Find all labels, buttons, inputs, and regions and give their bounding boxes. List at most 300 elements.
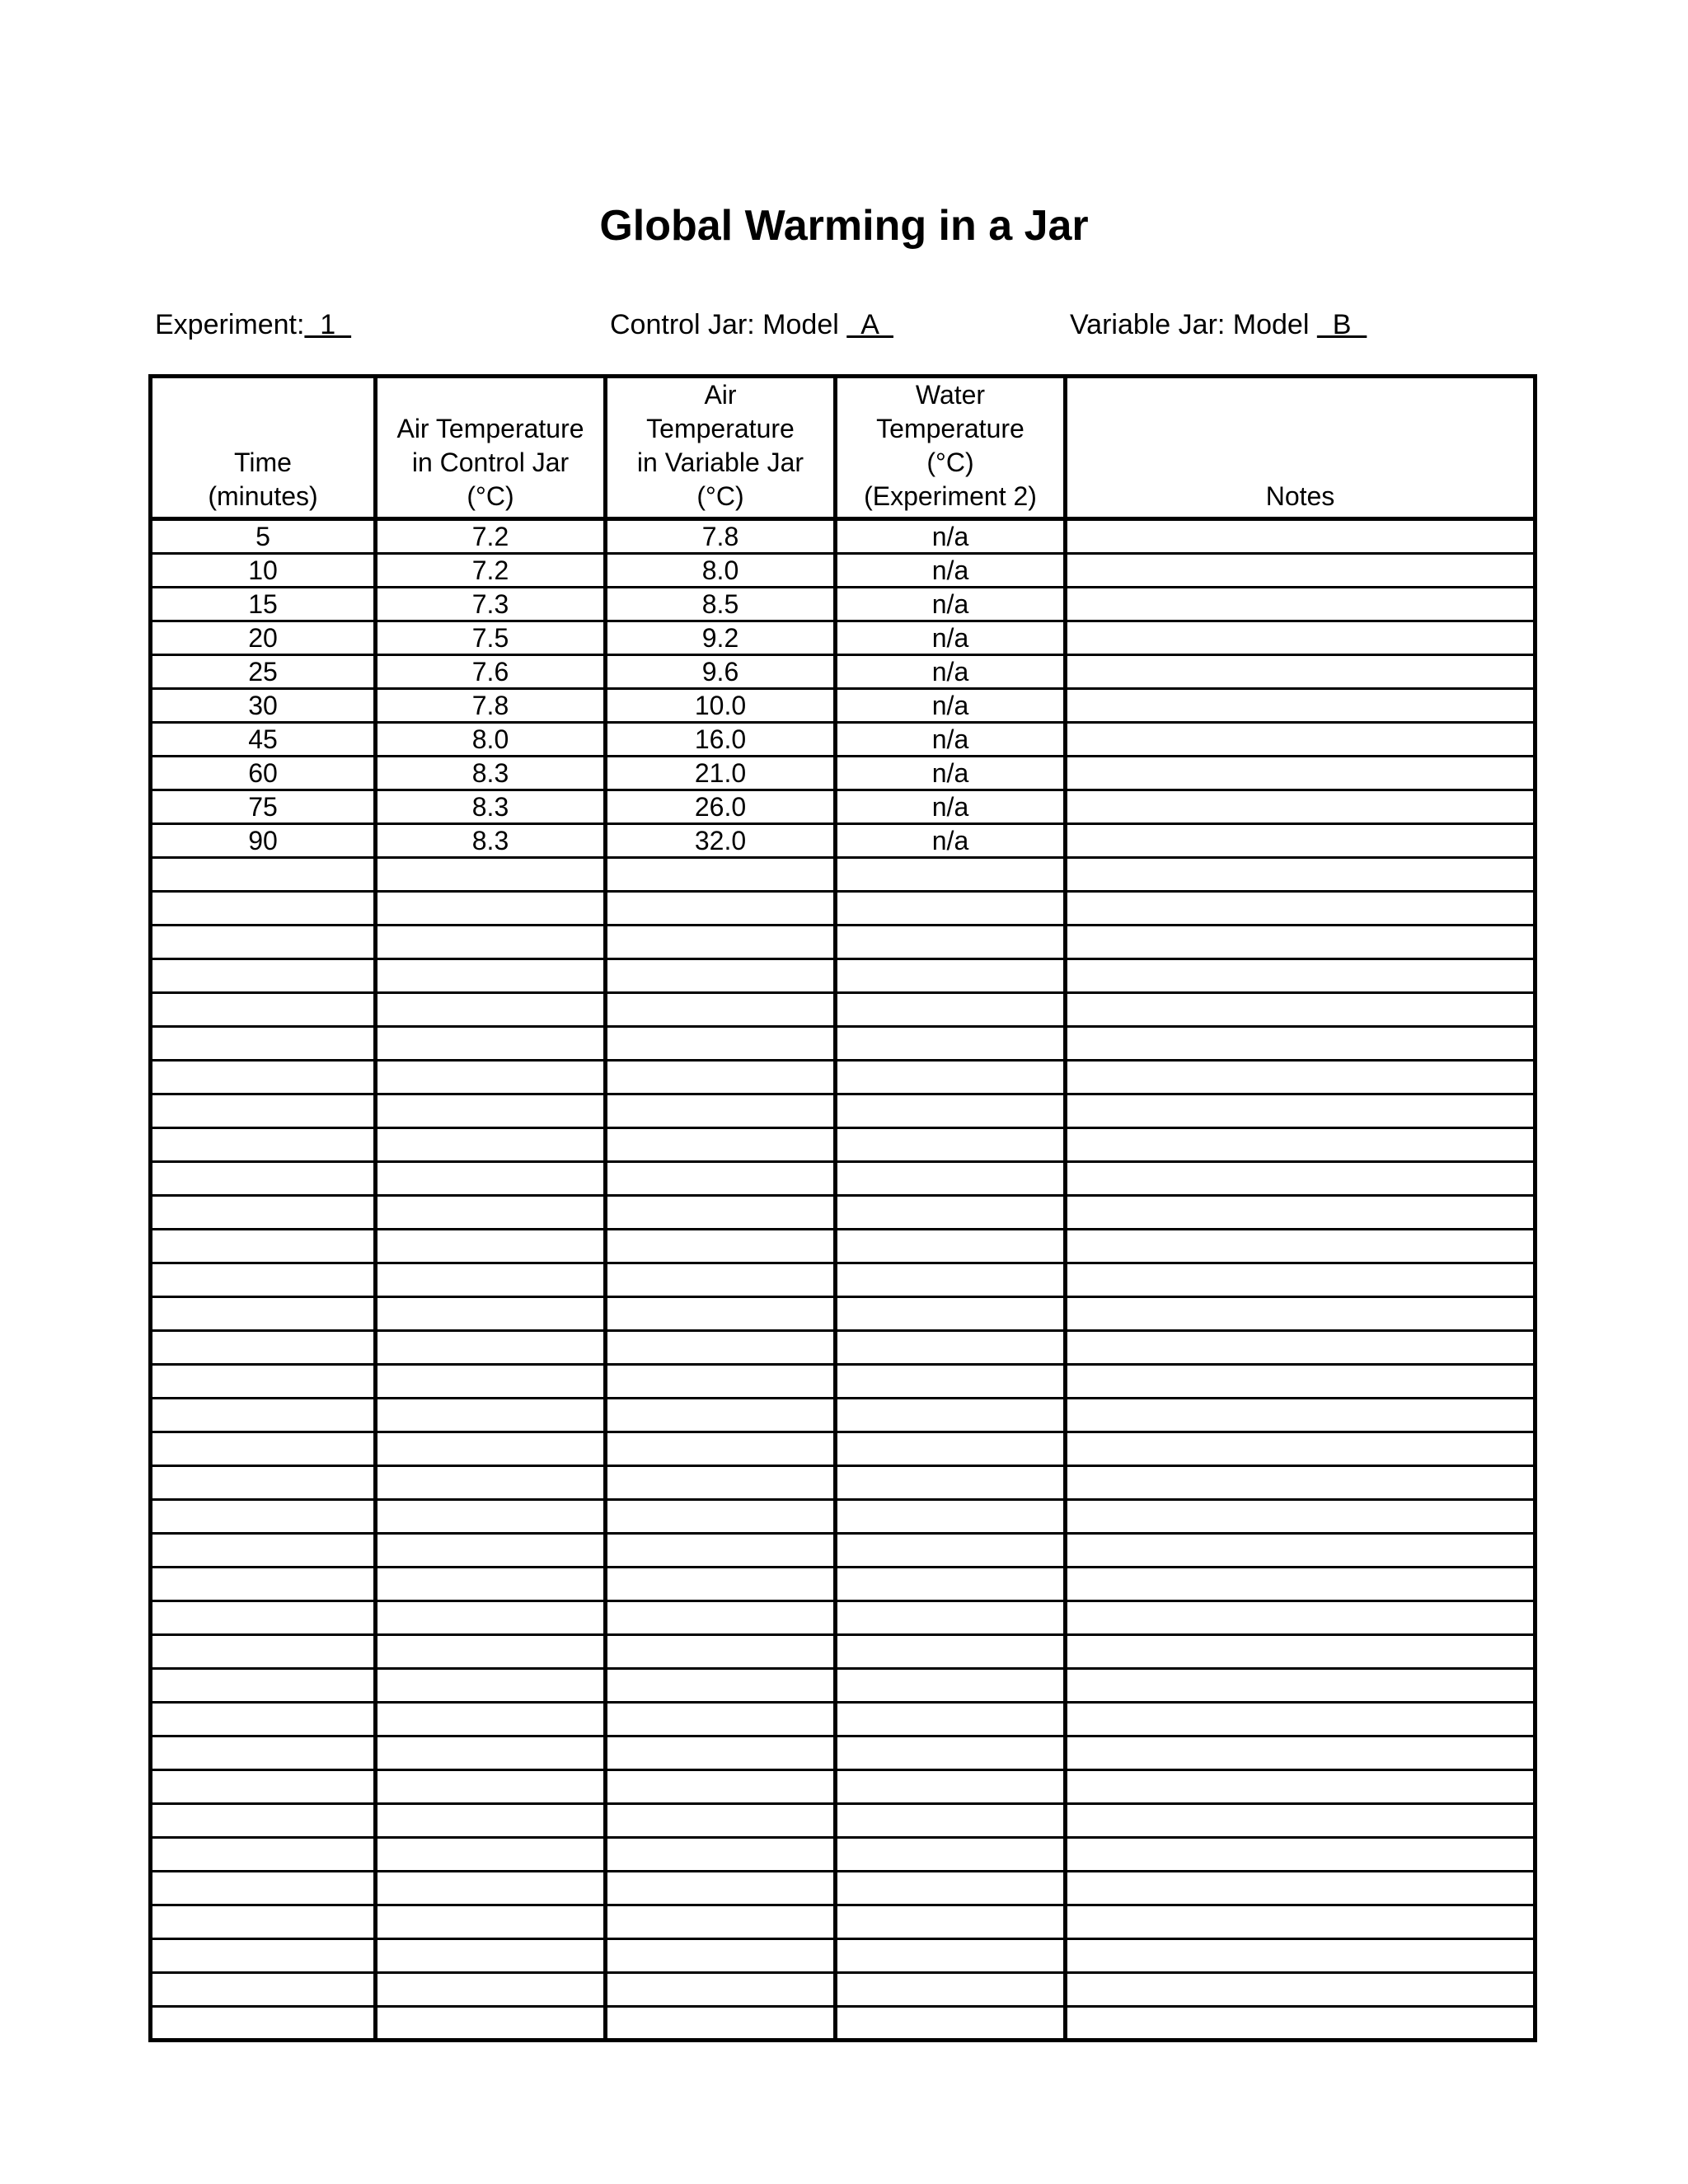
cell-air-temp-variable[interactable]: [606, 1297, 836, 1331]
cell-air-temp-control[interactable]: [376, 1128, 606, 1162]
cell-air-temp-control[interactable]: [376, 1297, 606, 1331]
cell-air-temp-variable[interactable]: 8.5: [606, 588, 836, 621]
header-line: Air Temperature: [396, 414, 584, 443]
cell-air-temp-variable[interactable]: [606, 1365, 836, 1399]
header-line: Temperature: [646, 414, 795, 443]
header-line: (°C): [467, 481, 514, 511]
cell-air-temp-control[interactable]: 7.2: [376, 554, 606, 588]
table-row: [151, 1905, 1536, 1939]
cell-time[interactable]: [151, 1635, 376, 1669]
cell-notes[interactable]: [1066, 519, 1536, 554]
cell-air-temp-control[interactable]: [376, 1399, 606, 1432]
cell-time[interactable]: [151, 1230, 376, 1263]
cell-air-temp-control[interactable]: 7.5: [376, 621, 606, 655]
cell-air-temp-control[interactable]: 7.8: [376, 689, 606, 723]
experiment-value[interactable]: 1: [304, 309, 352, 340]
cell-time[interactable]: [151, 1331, 376, 1365]
cell-water-temp[interactable]: n/a: [836, 723, 1066, 757]
cell-notes[interactable]: [1066, 1365, 1536, 1399]
cell-water-temp[interactable]: n/a: [836, 655, 1066, 689]
cell-notes[interactable]: [1066, 621, 1536, 655]
cell-air-temp-variable[interactable]: [606, 1162, 836, 1196]
table-row: [151, 1601, 1536, 1635]
cell-water-temp[interactable]: [836, 1973, 1066, 2007]
cell-air-temp-variable[interactable]: [606, 1872, 836, 1905]
header-time: [151, 377, 376, 519]
cell-notes[interactable]: [1066, 1230, 1536, 1263]
header-line: (minutes): [208, 481, 318, 511]
table-row: [151, 757, 1536, 790]
cell-air-temp-variable[interactable]: [606, 1196, 836, 1230]
cell-water-temp[interactable]: [836, 1196, 1066, 1230]
cell-notes[interactable]: [1066, 1534, 1536, 1568]
table-row: [151, 892, 1536, 926]
cell-notes[interactable]: [1066, 1939, 1536, 1973]
table-row: [151, 858, 1536, 892]
header-water-temp: [836, 377, 1066, 519]
cell-notes[interactable]: [1066, 655, 1536, 689]
cell-water-temp[interactable]: [836, 1568, 1066, 1601]
cell-air-temp-variable[interactable]: [606, 1534, 836, 1568]
cell-water-temp[interactable]: [836, 993, 1066, 1027]
cell-air-temp-variable[interactable]: [606, 1263, 836, 1297]
cell-time[interactable]: [151, 1872, 376, 1905]
cell-notes[interactable]: [1066, 1399, 1536, 1432]
cell-air-temp-control[interactable]: 8.3: [376, 824, 606, 858]
cell-air-temp-variable[interactable]: [606, 1230, 836, 1263]
table-row: [151, 1094, 1536, 1128]
cell-air-temp-control[interactable]: 7.2: [376, 519, 606, 554]
cell-water-temp[interactable]: [836, 1669, 1066, 1703]
cell-water-temp[interactable]: n/a: [836, 588, 1066, 621]
header-line: in Control Jar: [411, 448, 570, 477]
cell-time[interactable]: [151, 892, 376, 926]
table-row: [151, 824, 1536, 858]
cell-water-temp[interactable]: [836, 1736, 1066, 1770]
cell-air-temp-variable[interactable]: 9.2: [606, 621, 836, 655]
cell-air-temp-variable[interactable]: 7.8: [606, 519, 836, 554]
cell-time[interactable]: 90: [151, 824, 376, 858]
cell-air-temp-control[interactable]: 7.3: [376, 588, 606, 621]
cell-air-temp-control[interactable]: [376, 1838, 606, 1872]
cell-air-temp-variable[interactable]: [606, 1432, 836, 1466]
cell-air-temp-control[interactable]: [376, 1263, 606, 1297]
cell-time[interactable]: [151, 1601, 376, 1635]
cell-air-temp-control[interactable]: 8.3: [376, 790, 606, 824]
table-row: [151, 1872, 1536, 1905]
table-row: [151, 554, 1536, 588]
cell-air-temp-control[interactable]: [376, 1061, 606, 1094]
cell-time[interactable]: [151, 1500, 376, 1534]
header-air-temp-variable: [606, 377, 836, 519]
cell-time[interactable]: [151, 1804, 376, 1838]
cell-notes[interactable]: [1066, 1703, 1536, 1736]
table-row: [151, 1568, 1536, 1601]
header-line: (°C): [926, 448, 974, 477]
cell-air-temp-variable[interactable]: [606, 1905, 836, 1939]
cell-water-temp[interactable]: [836, 1432, 1066, 1466]
cell-air-temp-variable[interactable]: [606, 1128, 836, 1162]
cell-notes[interactable]: [1066, 1466, 1536, 1500]
table-row: [151, 926, 1536, 959]
cell-time[interactable]: 25: [151, 655, 376, 689]
cell-water-temp[interactable]: n/a: [836, 689, 1066, 723]
cell-time[interactable]: [151, 1027, 376, 1061]
cell-notes[interactable]: [1066, 689, 1536, 723]
cell-notes[interactable]: [1066, 790, 1536, 824]
cell-time[interactable]: [151, 1432, 376, 1466]
table-body: [151, 519, 1536, 2041]
cell-air-temp-variable[interactable]: [606, 1736, 836, 1770]
cell-notes[interactable]: [1066, 892, 1536, 926]
cell-time[interactable]: [151, 858, 376, 892]
cell-air-temp-control[interactable]: [376, 1905, 606, 1939]
cell-air-temp-control[interactable]: 8.3: [376, 757, 606, 790]
cell-notes[interactable]: [1066, 1973, 1536, 2007]
experiment-field: [155, 305, 351, 344]
table-row: [151, 1804, 1536, 1838]
cell-time[interactable]: [151, 959, 376, 993]
table-row: [151, 1365, 1536, 1399]
table-row: [151, 1263, 1536, 1297]
header-line: Air: [704, 380, 737, 410]
cell-air-temp-control[interactable]: [376, 1500, 606, 1534]
cell-water-temp[interactable]: [836, 1331, 1066, 1365]
header-line: Water: [915, 380, 986, 410]
cell-air-temp-control[interactable]: [376, 2007, 606, 2041]
cell-air-temp-control[interactable]: [376, 1703, 606, 1736]
cell-notes[interactable]: [1066, 1804, 1536, 1838]
cell-water-temp[interactable]: [836, 1534, 1066, 1568]
cell-time[interactable]: [151, 1128, 376, 1162]
cell-air-temp-variable[interactable]: [606, 1331, 836, 1365]
cell-air-temp-control[interactable]: [376, 1601, 606, 1635]
cell-air-temp-control[interactable]: 7.6: [376, 655, 606, 689]
cell-water-temp[interactable]: [836, 1094, 1066, 1128]
cell-water-temp[interactable]: n/a: [836, 790, 1066, 824]
cell-time[interactable]: [151, 1534, 376, 1568]
cell-air-temp-control[interactable]: [376, 1230, 606, 1263]
cell-water-temp[interactable]: [836, 1601, 1066, 1635]
cell-air-temp-control[interactable]: [376, 1331, 606, 1365]
cell-air-temp-variable[interactable]: [606, 1973, 836, 2007]
cell-water-temp[interactable]: n/a: [836, 621, 1066, 655]
cell-time[interactable]: [151, 1838, 376, 1872]
cell-notes[interactable]: [1066, 1736, 1536, 1770]
table-row: [151, 1838, 1536, 1872]
control-jar-value[interactable]: A: [846, 309, 893, 340]
cell-air-temp-control[interactable]: [376, 1872, 606, 1905]
cell-air-temp-variable[interactable]: [606, 1703, 836, 1736]
cell-air-temp-control[interactable]: [376, 1770, 606, 1804]
table-row: [151, 1432, 1536, 1466]
cell-water-temp[interactable]: [836, 858, 1066, 892]
cell-notes[interactable]: [1066, 959, 1536, 993]
cell-air-temp-control[interactable]: [376, 1973, 606, 2007]
cell-water-temp[interactable]: [836, 1703, 1066, 1736]
header-line: Time: [234, 448, 292, 477]
cell-water-temp[interactable]: [836, 1263, 1066, 1297]
cell-air-temp-control[interactable]: [376, 1534, 606, 1568]
table-row: [151, 790, 1536, 824]
cell-air-temp-variable[interactable]: [606, 1804, 836, 1838]
cell-notes[interactable]: [1066, 1770, 1536, 1804]
table-row: [151, 655, 1536, 689]
cell-air-temp-variable[interactable]: [606, 926, 836, 959]
table-row: [151, 723, 1536, 757]
cell-water-temp[interactable]: n/a: [836, 554, 1066, 588]
variable-jar-field: [1070, 305, 1367, 344]
cell-air-temp-variable[interactable]: 32.0: [606, 824, 836, 858]
cell-notes[interactable]: [1066, 1094, 1536, 1128]
cell-notes[interactable]: [1066, 993, 1536, 1027]
cell-water-temp[interactable]: [836, 1905, 1066, 1939]
cell-air-temp-variable[interactable]: [606, 2007, 836, 2041]
cell-time[interactable]: [151, 1365, 376, 1399]
cell-notes[interactable]: [1066, 1500, 1536, 1534]
header-line: in Variable Jar: [636, 448, 804, 477]
cell-air-temp-control[interactable]: [376, 1094, 606, 1128]
cell-notes[interactable]: [1066, 1196, 1536, 1230]
cell-water-temp[interactable]: [836, 1838, 1066, 1872]
cell-water-temp[interactable]: [836, 1466, 1066, 1500]
cell-time[interactable]: [151, 1061, 376, 1094]
cell-notes[interactable]: [1066, 926, 1536, 959]
cell-air-temp-control[interactable]: [376, 1635, 606, 1669]
cell-notes[interactable]: [1066, 1027, 1536, 1061]
header-notes: [1066, 377, 1536, 519]
cell-notes[interactable]: [1066, 1331, 1536, 1365]
cell-water-temp[interactable]: [836, 1027, 1066, 1061]
cell-air-temp-variable[interactable]: [606, 1061, 836, 1094]
table-row: [151, 621, 1536, 655]
cell-air-temp-variable[interactable]: [606, 959, 836, 993]
cell-notes[interactable]: [1066, 1061, 1536, 1094]
table-row: [151, 519, 1536, 554]
cell-time[interactable]: [151, 2007, 376, 2041]
variable-jar-label: Variable Jar: Model: [1070, 309, 1317, 340]
data-table: [148, 374, 1537, 2042]
cell-air-temp-variable[interactable]: [606, 1466, 836, 1500]
cell-notes[interactable]: [1066, 824, 1536, 858]
cell-air-temp-control[interactable]: [376, 858, 606, 892]
table-row: [151, 1027, 1536, 1061]
cell-time[interactable]: [151, 1703, 376, 1736]
cell-water-temp[interactable]: [836, 1804, 1066, 1838]
cell-notes[interactable]: [1066, 858, 1536, 892]
cell-time[interactable]: 45: [151, 723, 376, 757]
cell-time[interactable]: 75: [151, 790, 376, 824]
cell-air-temp-variable[interactable]: [606, 1399, 836, 1432]
table-row: [151, 689, 1536, 723]
cell-air-temp-variable[interactable]: [606, 1568, 836, 1601]
cell-time[interactable]: [151, 1939, 376, 1973]
cell-air-temp-control[interactable]: [376, 1568, 606, 1601]
cell-water-temp[interactable]: [836, 1061, 1066, 1094]
cell-air-temp-control[interactable]: 8.0: [376, 723, 606, 757]
table-row: [151, 1635, 1536, 1669]
cell-notes[interactable]: [1066, 757, 1536, 790]
cell-air-temp-control[interactable]: [376, 1804, 606, 1838]
cell-time[interactable]: [151, 1669, 376, 1703]
table-row: [151, 1939, 1536, 1973]
variable-jar-value[interactable]: B: [1316, 309, 1367, 340]
cell-air-temp-control[interactable]: [376, 1027, 606, 1061]
cell-time[interactable]: 20: [151, 621, 376, 655]
cell-time[interactable]: [151, 1263, 376, 1297]
control-jar-field: [610, 305, 893, 344]
header-line: Temperature: [876, 414, 1025, 443]
cell-notes[interactable]: [1066, 2007, 1536, 2041]
cell-water-temp[interactable]: [836, 892, 1066, 926]
cell-water-temp[interactable]: [836, 1500, 1066, 1534]
cell-air-temp-variable[interactable]: 21.0: [606, 757, 836, 790]
cell-notes[interactable]: [1066, 1635, 1536, 1669]
cell-time[interactable]: [151, 1297, 376, 1331]
cell-air-temp-variable[interactable]: [606, 1500, 836, 1534]
cell-water-temp[interactable]: [836, 1297, 1066, 1331]
cell-water-temp[interactable]: [836, 1365, 1066, 1399]
cell-time[interactable]: 30: [151, 689, 376, 723]
table-row: [151, 1331, 1536, 1365]
cell-air-temp-variable[interactable]: [606, 858, 836, 892]
header-air-temp-control: [376, 377, 606, 519]
cell-water-temp[interactable]: [836, 1162, 1066, 1196]
cell-water-temp[interactable]: [836, 1872, 1066, 1905]
cell-notes[interactable]: [1066, 1905, 1536, 1939]
cell-air-temp-control[interactable]: [376, 1466, 606, 1500]
cell-time[interactable]: 10: [151, 554, 376, 588]
cell-notes[interactable]: [1066, 1263, 1536, 1297]
cell-time[interactable]: [151, 1162, 376, 1196]
cell-notes[interactable]: [1066, 554, 1536, 588]
table-row: [151, 1500, 1536, 1534]
table-row: [151, 1061, 1536, 1094]
cell-air-temp-variable[interactable]: [606, 993, 836, 1027]
cell-air-temp-variable[interactable]: 26.0: [606, 790, 836, 824]
table-row: [151, 1534, 1536, 1568]
cell-air-temp-control[interactable]: [376, 1365, 606, 1399]
cell-time[interactable]: [151, 1568, 376, 1601]
cell-time[interactable]: [151, 1736, 376, 1770]
cell-notes[interactable]: [1066, 1162, 1536, 1196]
cell-air-temp-control[interactable]: [376, 1669, 606, 1703]
cell-time[interactable]: [151, 926, 376, 959]
header-line: (Experiment 2): [864, 481, 1037, 511]
cell-air-temp-variable[interactable]: [606, 1770, 836, 1804]
cell-water-temp[interactable]: [836, 1230, 1066, 1263]
header-line: (°C): [696, 481, 744, 511]
cell-water-temp[interactable]: [836, 1399, 1066, 1432]
table-row: [151, 588, 1536, 621]
cell-time[interactable]: [151, 1466, 376, 1500]
cell-time[interactable]: 5: [151, 519, 376, 554]
cell-air-temp-variable[interactable]: [606, 1094, 836, 1128]
cell-time[interactable]: [151, 1196, 376, 1230]
cell-time[interactable]: 60: [151, 757, 376, 790]
table-row: [151, 1297, 1536, 1331]
cell-notes[interactable]: [1066, 1297, 1536, 1331]
cell-air-temp-control[interactable]: [376, 892, 606, 926]
table-row: [151, 1669, 1536, 1703]
table-row: [151, 1230, 1536, 1263]
cell-water-temp[interactable]: [836, 1635, 1066, 1669]
cell-water-temp[interactable]: n/a: [836, 757, 1066, 790]
table-row: [151, 1128, 1536, 1162]
cell-air-temp-control[interactable]: [376, 959, 606, 993]
cell-notes[interactable]: [1066, 1872, 1536, 1905]
cell-air-temp-variable[interactable]: 9.6: [606, 655, 836, 689]
cell-water-temp[interactable]: n/a: [836, 519, 1066, 554]
cell-air-temp-variable[interactable]: [606, 1939, 836, 1973]
cell-air-temp-variable[interactable]: [606, 1838, 836, 1872]
cell-notes[interactable]: [1066, 1669, 1536, 1703]
table-row: [151, 1736, 1536, 1770]
cell-air-temp-control[interactable]: [376, 1736, 606, 1770]
cell-air-temp-variable[interactable]: 8.0: [606, 554, 836, 588]
table-row: [151, 1196, 1536, 1230]
table-row: [151, 1466, 1536, 1500]
cell-time[interactable]: [151, 1770, 376, 1804]
cell-notes[interactable]: [1066, 1838, 1536, 1872]
cell-notes[interactable]: [1066, 588, 1536, 621]
table-row: [151, 993, 1536, 1027]
cell-time[interactable]: [151, 1094, 376, 1128]
cell-water-temp[interactable]: [836, 1128, 1066, 1162]
cell-air-temp-control[interactable]: [376, 1196, 606, 1230]
cell-water-temp[interactable]: [836, 1939, 1066, 1973]
cell-air-temp-control[interactable]: [376, 1162, 606, 1196]
cell-air-temp-variable[interactable]: 16.0: [606, 723, 836, 757]
cell-time[interactable]: [151, 1399, 376, 1432]
table-row: [151, 1973, 1536, 2007]
cell-notes[interactable]: [1066, 1568, 1536, 1601]
cell-water-temp[interactable]: [836, 2007, 1066, 2041]
cell-air-temp-variable[interactable]: [606, 892, 836, 926]
cell-air-temp-control[interactable]: [376, 993, 606, 1027]
table-row: [151, 1162, 1536, 1196]
cell-notes[interactable]: [1066, 1432, 1536, 1466]
table-row: [151, 2007, 1536, 2041]
table-row: [151, 1703, 1536, 1736]
cell-water-temp[interactable]: [836, 926, 1066, 959]
cell-notes[interactable]: [1066, 1601, 1536, 1635]
cell-time[interactable]: 15: [151, 588, 376, 621]
cell-water-temp[interactable]: [836, 959, 1066, 993]
cell-notes[interactable]: [1066, 1128, 1536, 1162]
control-jar-label: Control Jar: Model: [610, 309, 847, 340]
cell-air-temp-variable[interactable]: [606, 1635, 836, 1669]
cell-air-temp-variable[interactable]: [606, 1027, 836, 1061]
cell-air-temp-variable[interactable]: [606, 1669, 836, 1703]
cell-air-temp-control[interactable]: [376, 1432, 606, 1466]
cell-time[interactable]: [151, 993, 376, 1027]
cell-air-temp-control[interactable]: [376, 926, 606, 959]
cell-time[interactable]: [151, 1905, 376, 1939]
experiment-label: Experiment:: [155, 309, 305, 340]
cell-water-temp[interactable]: [836, 1770, 1066, 1804]
table-row: [151, 1399, 1536, 1432]
cell-water-temp[interactable]: n/a: [836, 824, 1066, 858]
header-line: Notes: [1265, 481, 1335, 511]
cell-air-temp-control[interactable]: [376, 1939, 606, 1973]
cell-air-temp-variable[interactable]: [606, 1601, 836, 1635]
page-title: Global Warming in a Jar: [599, 202, 1089, 250]
cell-time[interactable]: [151, 1973, 376, 2007]
cell-air-temp-variable[interactable]: 10.0: [606, 689, 836, 723]
cell-notes[interactable]: [1066, 723, 1536, 757]
table-header-row: [151, 377, 1536, 519]
